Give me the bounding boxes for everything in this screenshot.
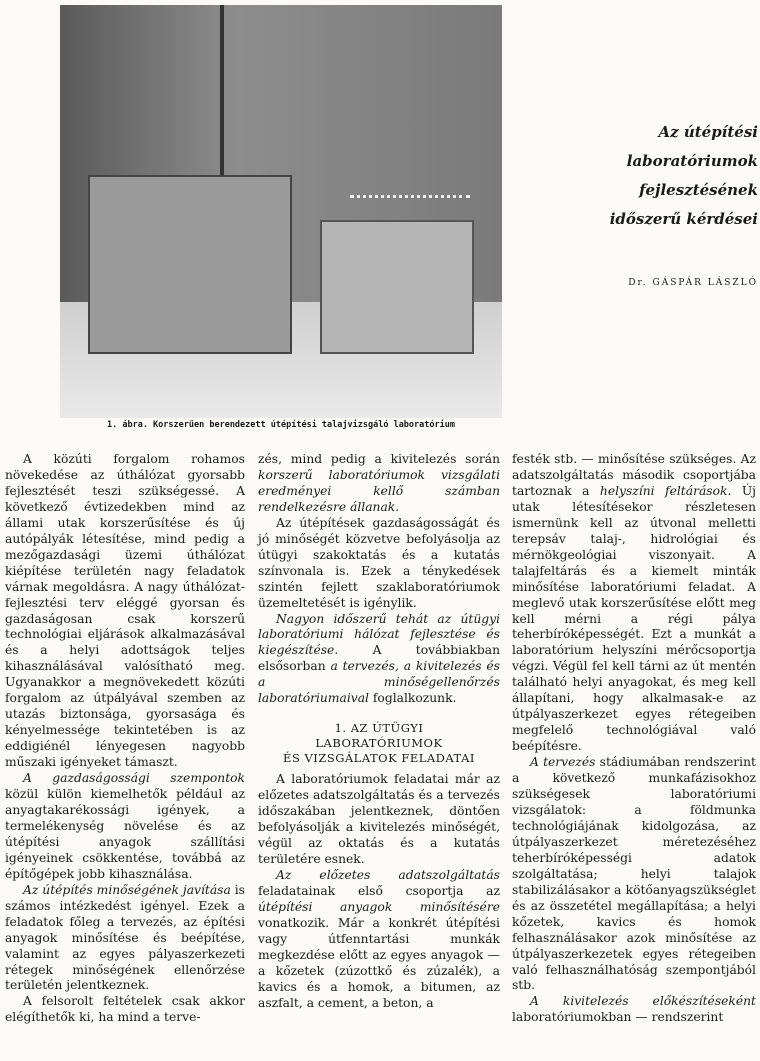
title-line: laboratóriumok <box>626 152 758 170</box>
paragraph: A kivitelezés előkészítéseként laboratóriumokban — rendszerint <box>512 994 756 1025</box>
paragraph: Nagyon időszerű tehát az útügyi laboratóriumi hálózat fejlesztése és kiegészítése. A továbbiakban elsősorban a tervezés, a kivitelezés és a minőségellenőrzés laboratóriumaival foglalkozunk. <box>258 611 500 706</box>
paragraph: Az előzetes adatszolgáltatás feladatainak első csoportja az útépítési anyagok minősítésére vonatkozik. Már a konkrét útépítési vagy útfenntartási munkák megkezdése előtt az egyes anyagok — a kőzetek (zúzottkő és zúzalék), a kavics és a homok, a bitumen, az aszfalt, a cement, a beton, a <box>258 867 500 1010</box>
paragraph: Az útépítés minőségének javítása is számos intézkedést igényel. Ezek a feladatok főleg a tervezés, az építési anyagok minősítése és beépítése, valamint az egyes pályaszerkezeti rétegek minőségének ellenőrzése területén jelentkeznek. <box>5 882 245 993</box>
paragraph: festék stb. — minősítése szükséges. Az adatszolgáltatás második csoportjába tartoznak a helyszíni feltárások. Új utak létesítésekor részletesen ismernünk kell az útvonal melletti terepsáv talaj-, hidrológiai és mérnökgeológiai viszonyait. A talajfeltárás és a kiemelt minták minősítése laboratóriumi feladat. A meglevő utak korszerűsítése előtt meg kell mérni a régi pálya teherbíróképességét. Ezt a munkát a laboratórium helyszíni mérőcsoportja végzi. Végül fel kell tárni az út mentén található helyi anyagokat, és meg kell állapítani, hogy alkalmasak-e az útpályaszerkezet egyes rétegeiben megfelelő technológiával való beépítésre. <box>512 452 756 754</box>
photo-glassware <box>350 195 470 228</box>
paragraph: A felsorolt feltételek csak akkor elégíthetők ki, ha mind a terve- <box>5 994 245 1025</box>
figure-caption: 1. ábra. Korszerűen berendezett útépítési talajvizsgáló laboratórium <box>107 420 455 430</box>
photo-equipment-left <box>88 175 292 354</box>
paragraph: A tervezés stádiumában rendszerint a következő munkafázisokhoz szükségesek laboratóriumi vizsgálatok: a földmunka technológiájának kidolgozása, az útpályaszerkezet méretezéséhez teherbíróképességi adatok szolgáltatása; helyi talajok stabilizálásakor a kötőanyagszükséglet és az összetétel megállapítása; a helyi kőzetek, kavics és homok felhasználásakor azok minősítése az útpályaszerkezetek egyes rétegeiben való felhasználhatóság szempontjából stb. <box>512 755 756 993</box>
paragraph: A gazdaságossági szempontok közül külön kiemelhetők például az anyagtakarékossági igények, a termelékenység növelése és az útépítési anyagok szállítási igényeinek csökkentése, továbbá az építőgépek jobb kihasználása. <box>5 771 245 881</box>
title-line: fejlesztésének <box>639 181 758 199</box>
paragraph: A közúti forgalom rohamos növekedése az úthálózat gyorsabb fejlesztését teszi szükségessé. A következő évtizedekben mind az állami utak korszerűsítése és új autópályák létesítése, mind pedig a mezőgazdasági üzemi úthálózat kiépítése területén nagy feladatok várnak megoldásra. A nagy úthálózat-fejlesztési terv eléggé gyorsan és gazdaságosan csak korszerű technológiai eljárások alkalmazásával és a helyi adottságok teljes kihasználásával valósítható meg. Ugyanakkor a megnövekedett közúti forgalom az útpályával szemben az utazás biztonsága, gyorsasága és kényelmessége tekintetében is az eddigiénél lényegesen nagyobb műszaki igényeket támaszt. <box>5 452 245 770</box>
section-heading: 1. AZ ÚTÜGYI LABORATÓRIUMOK ÉS VIZSGÁLATOK FELADATAI <box>283 721 475 766</box>
paragraph: Az útépítések gazdaságosságát és jó minőségét közvetve befolyásolja az útügyi szakoktatás és a kutatás színvonala is. Ezek a ténykedések szintén fejlett szaklaboratóriumok üzemeltetését is igénylik. <box>258 515 500 610</box>
paragraph: A laboratóriumok feladatai már az előzetes adatszolgáltatás és a tervezés időszakában jelentkeznek, döntően befolyásolják a kivitelezés minőségét, végül az oktatás és a kutatás területére esnek. <box>258 772 500 867</box>
text-column-3 <box>512 452 756 1026</box>
article-author: Dr. GÁSPÁR LÁSZLÓ <box>628 278 758 288</box>
paragraph: zés, mind pedig a kivitelezés során korszerű laboratóriumok vizsgálati eredményei kellő számban rendelkezésre állanak. <box>258 452 500 514</box>
article-title <box>540 118 758 234</box>
laboratory-photo <box>60 5 502 418</box>
text-column-2 <box>258 452 500 1012</box>
text-column-1 <box>5 452 245 1026</box>
title-line: időszerű kérdései <box>609 210 758 228</box>
photo-equipment-right <box>320 220 474 354</box>
title-line: Az útépítési <box>658 123 758 141</box>
